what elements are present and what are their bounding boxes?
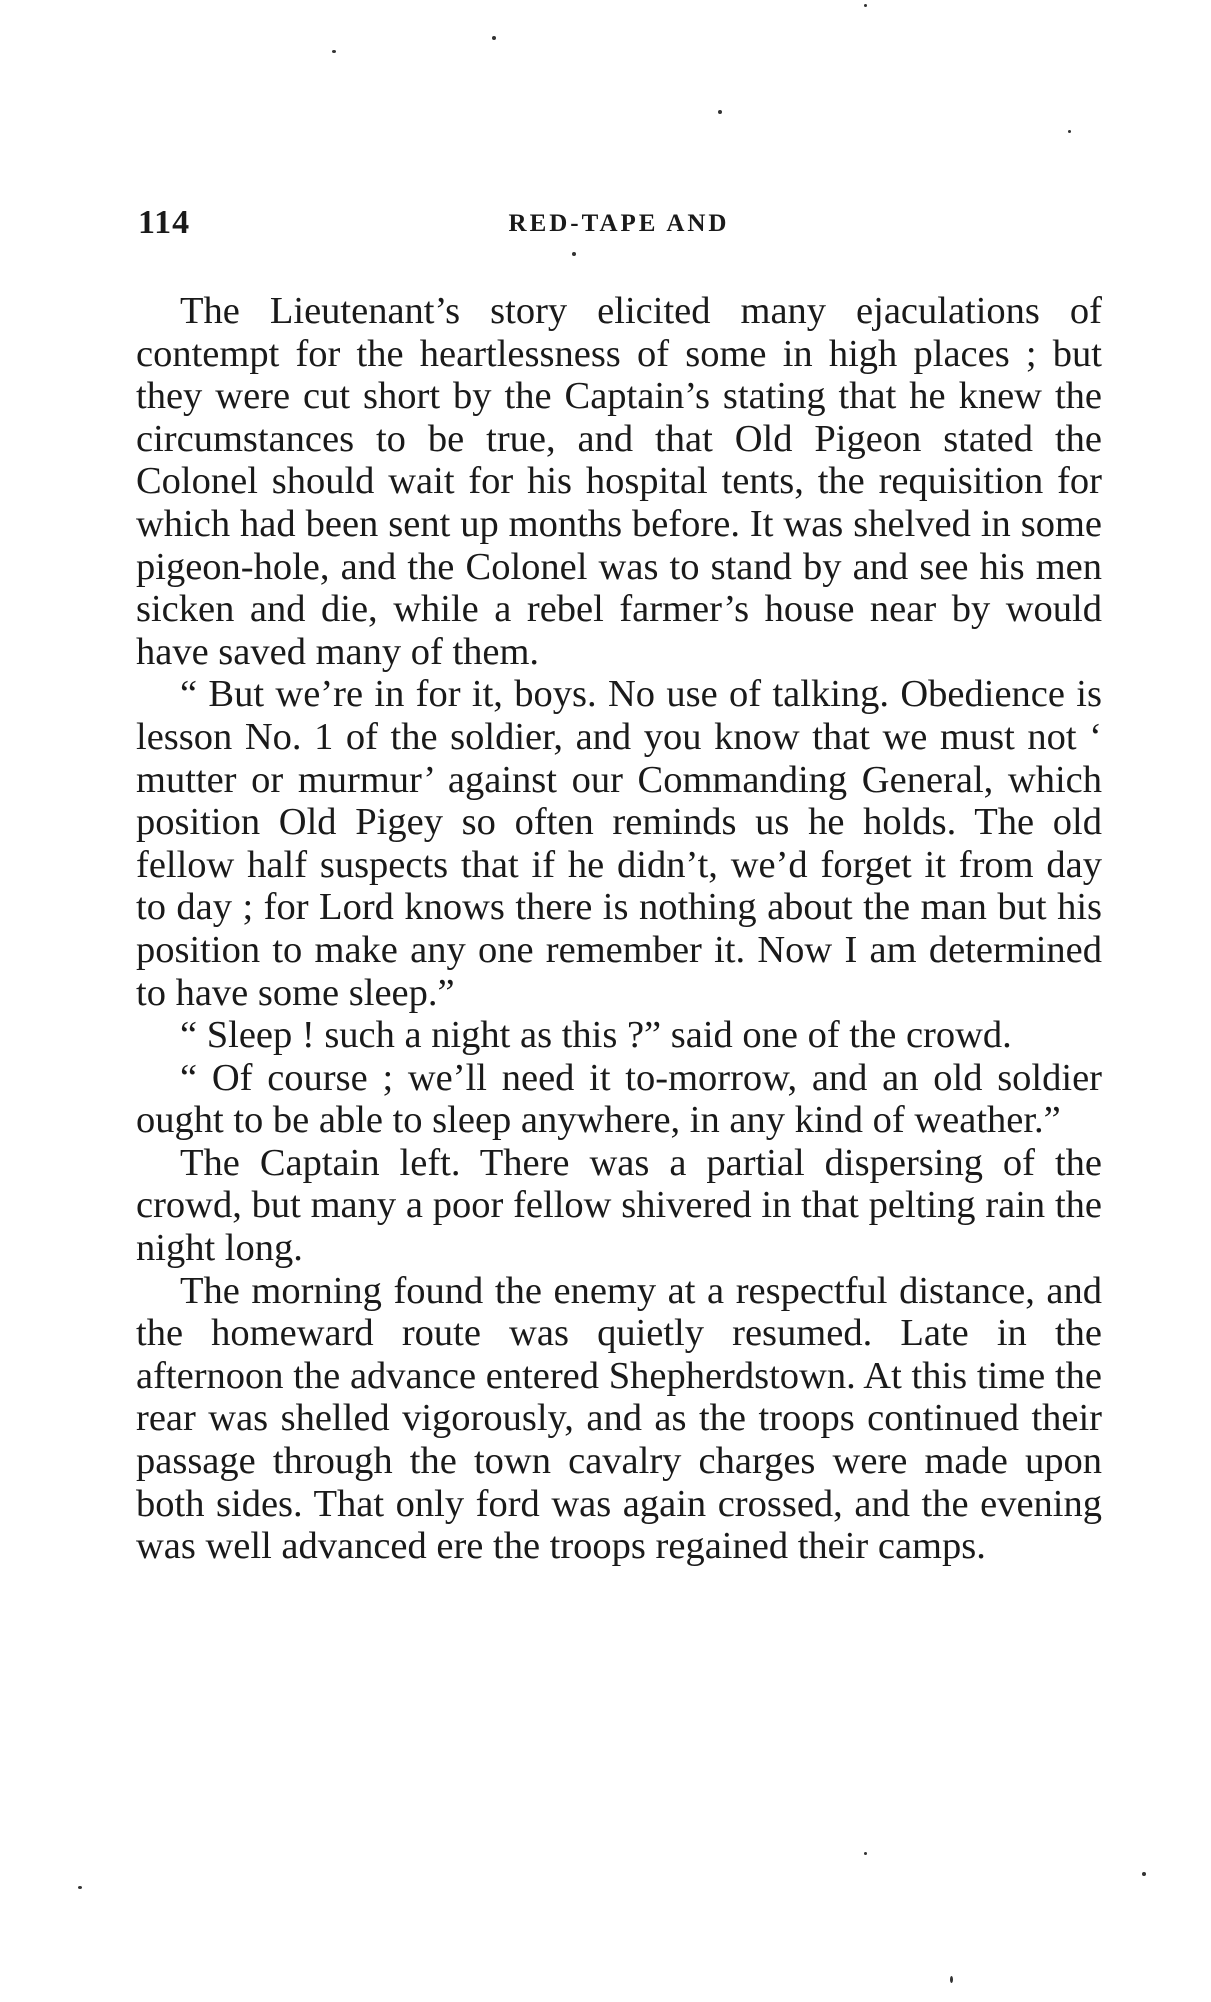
scan-speck [492,36,496,40]
page-number: 114 [138,204,191,241]
running-title: RED-TAPE AND [508,210,730,237]
scan-speck [78,1886,82,1889]
scan-speck [950,1976,953,1983]
body-text [136,290,1102,1568]
paragraph: “ Of course ; we’ll need it to-morrow, and an old soldier ought to be able to sleep anywhere, in any kind of weather.” [136,1056,1102,1142]
paragraph: The Lieutenant’s story elicited many ejaculations of contempt for the heartlessness of some in high places ; but they were cut short by the Captain’s stating that he knew the circumstances to be true, and that Old Pigeon stated the Colonel should wait for his hospital tents, the requisition for which had been sent up months before. It was shelved in some pigeon-hole, and the Colonel was to stand by and see his men sicken and die, while a rebel farmer’s house near by would have saved many of them. [136,290,1102,673]
paragraph: The morning found the enemy at a respectful distance, and the homeward route was quietly resumed. Late in the afternoon the advance entered Shepherdstown. At this time the rear was shelled vigorously, and as the troops continued their passage through the town cavalry charges were made upon both sides. That only ford was again crossed, and the evening was well advanced ere the troops regained their camps. [136,1269,1102,1568]
page-header [138,204,1100,248]
paragraph: The Captain left. There was a partial dispersing of the crowd, but many a poor fellow shivered in that pelting rain the night long. [136,1141,1102,1270]
scan-speck [1142,1872,1146,1876]
scan-speck [1068,130,1071,133]
paragraph: “ Sleep ! such a night as this ?” said one of the crowd. [180,1014,1012,1057]
scan-speck [864,1852,867,1855]
scan-speck [572,252,576,256]
scan-speck [718,110,722,114]
scan-speck [332,50,336,53]
scan-speck [864,4,867,7]
paragraph: “ But we’re in for it, boys. No use of talking. Obedience is lesson No. 1 of the soldier, and you know that we must not ‘ mutter or murmur’ against our Commanding General, which position Old Pigey so often reminds us he holds. The old fellow half suspects that if he didn’t, we’d forget it from day to day ; for Lord knows there is nothing about the man but his position to make any one remember it. Now I am determined to have some sleep.” [136,673,1102,1014]
